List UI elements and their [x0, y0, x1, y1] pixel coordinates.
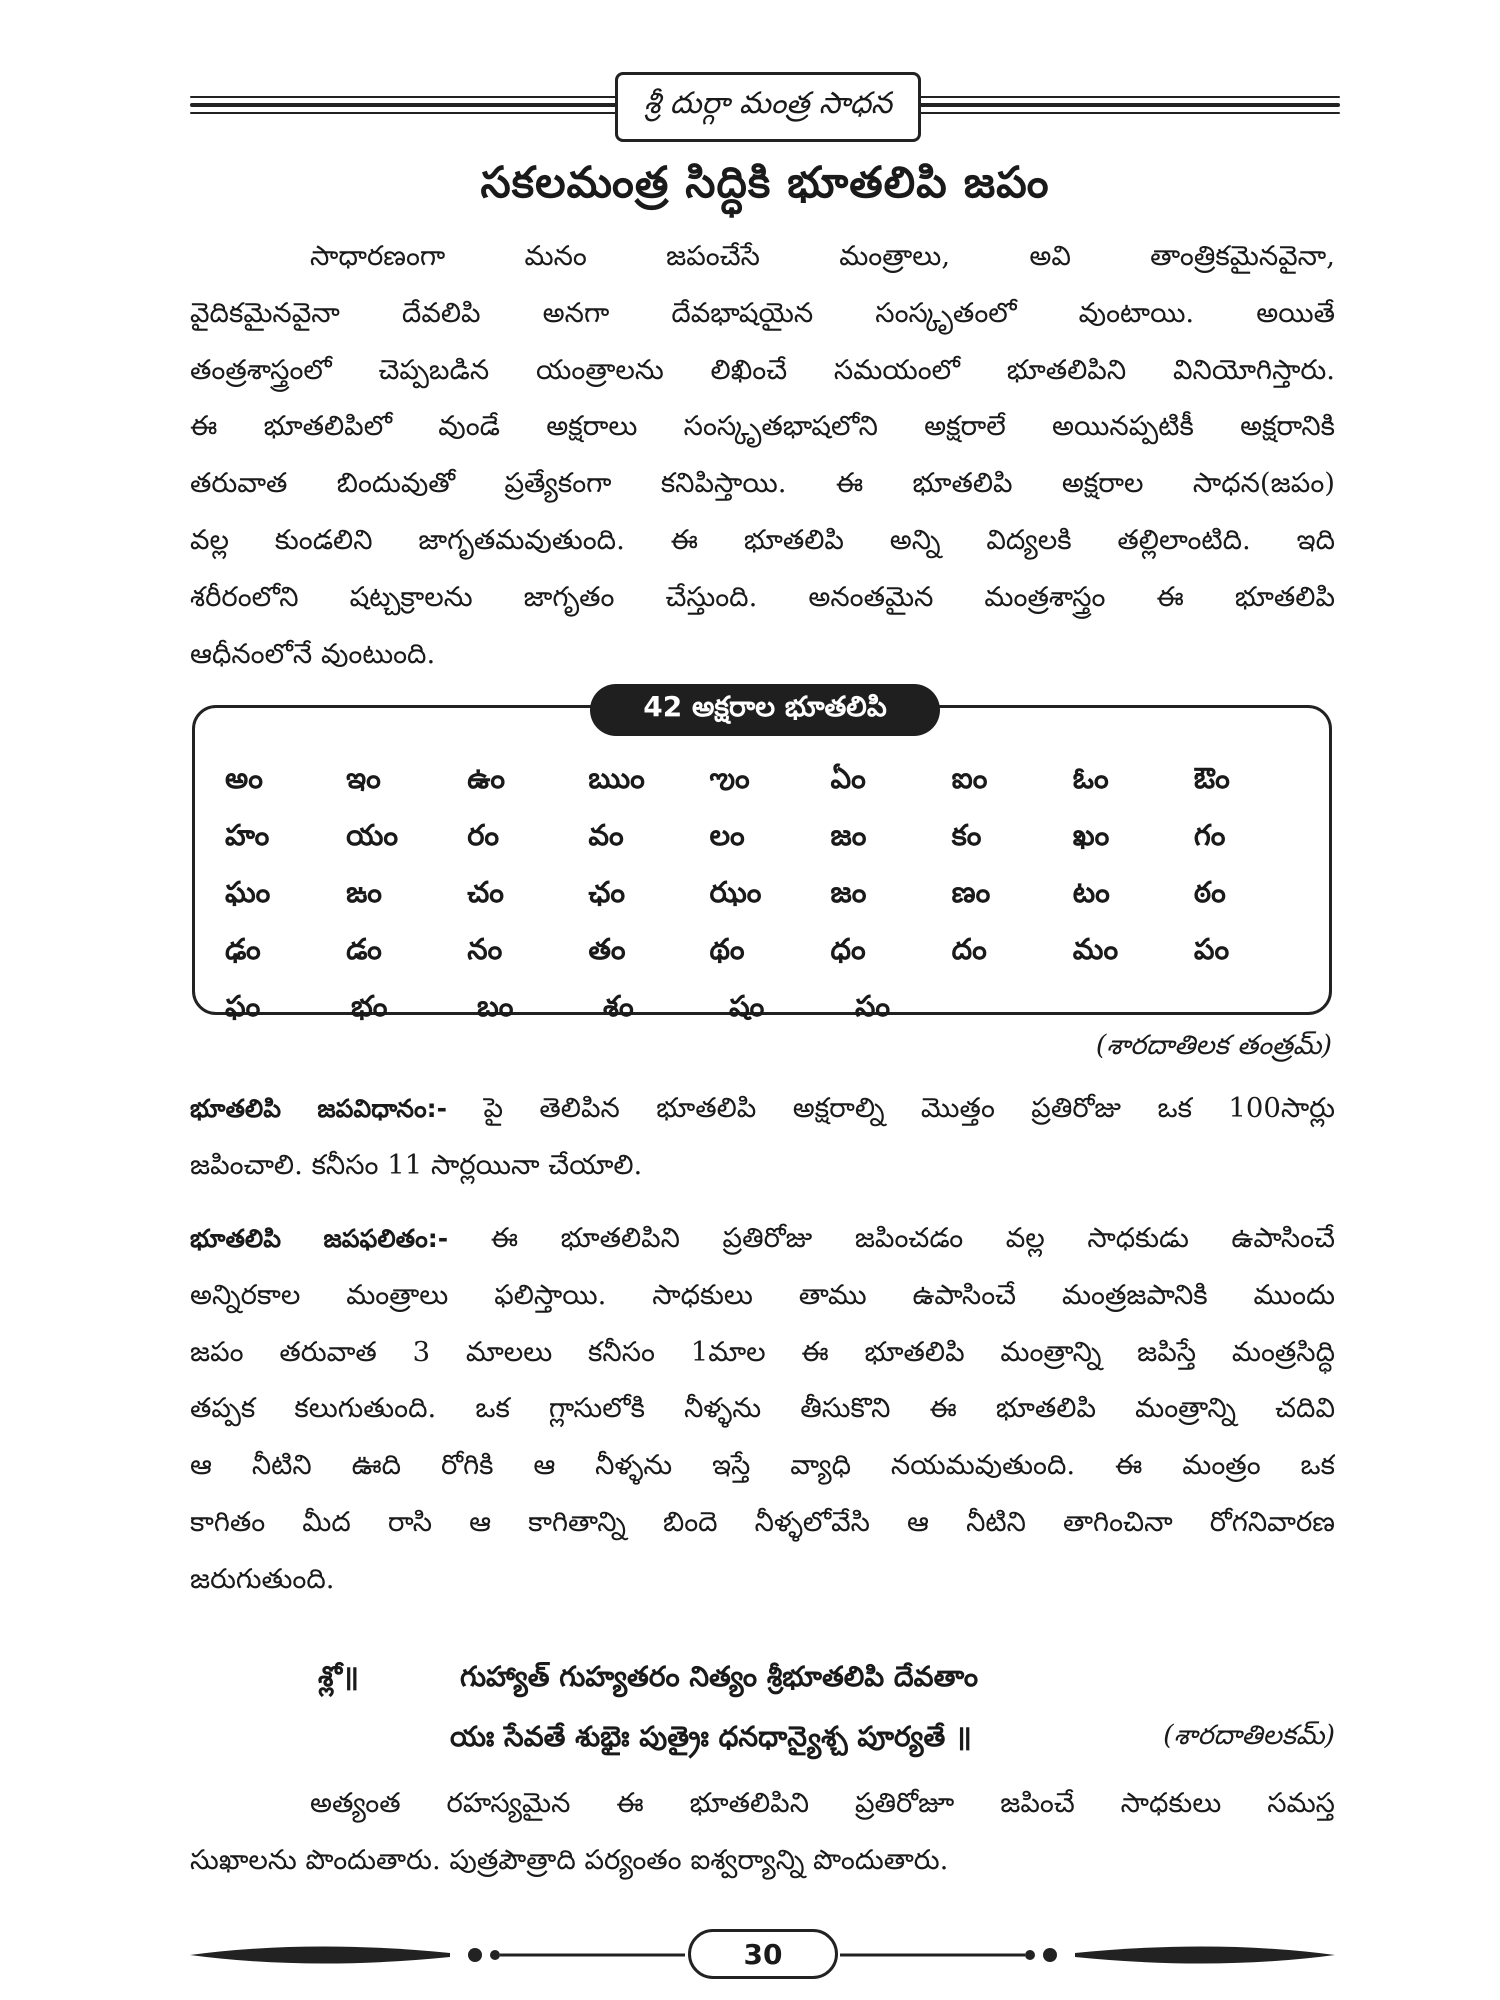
header-rule-left — [190, 96, 620, 122]
letter-cell: ఫం — [225, 989, 261, 1023]
japa-phalitam-paragraph — [190, 1210, 1335, 1608]
letter-cell: ఛం — [588, 875, 626, 909]
letter-cell: కం — [951, 818, 982, 852]
letter-cell: భం — [351, 989, 388, 1023]
japa-vidhanam-heading: భూతలిపి జపవిధానం:- — [190, 1094, 448, 1123]
letter-cell: డం — [346, 932, 382, 966]
sloka-line-2: యః సేవతే శుభైః పుత్రైః ధనధాన్యైశ్చ పూర్యతే ॥ — [450, 1720, 972, 1753]
japa-phalitam-line: అన్నిరకాల మంత్రాలు ఫలిస్తాయి. సాధకులు తాము ఉపాసించే మంత్రజపానికి ముందు — [190, 1278, 1335, 1311]
letter-cell: ఋం — [588, 761, 645, 795]
book-title: శ్రీ దుర్గా మంత్ర సాధన — [615, 72, 921, 142]
letter-cell: అం — [225, 761, 263, 795]
letter-cell: సం — [855, 989, 891, 1023]
japa-phalitam-heading: భూతలిపి జపఫలితం:- — [190, 1224, 449, 1253]
letter-cell: ఓం — [1072, 761, 1109, 795]
japa-phalitam-line: జరుగుతుంది. — [190, 1562, 335, 1595]
letter-cell: జం — [830, 875, 867, 909]
japa-phalitam-text: ఈ భూతలిపిని ప్రతిరోజు జపించడం వల్ల సాధకుడు ఉపాసించే — [448, 1222, 1335, 1254]
letter-cell: ఘం — [225, 875, 271, 909]
table-title: 42 అక్షరాల భూతలిపి — [590, 684, 940, 736]
letter-cell: దం — [951, 932, 987, 966]
closing-paragraph — [190, 1775, 1335, 1889]
sloka-source: (శారదాతిలకమ్) — [1163, 1720, 1335, 1751]
japa-vidhanam-text: పై తెలిపిన భూతలిపి అక్షరాల్ని మొత్తం ప్రతిరోజు ఒక 100సార్లు — [447, 1092, 1335, 1124]
japa-vidhanam-line: జపించాలి. కనీసం 11 సార్లయినా చేయాలి. — [190, 1148, 643, 1181]
letter-cell: ఐం — [951, 761, 988, 795]
page-title: సకలమంత్ర సిద్ధికి భూతలిపి జపం — [480, 158, 1050, 208]
intro-paragraph — [190, 228, 1335, 682]
letter-cell: ఏం — [830, 761, 866, 795]
page-footer — [190, 1925, 1335, 1985]
letter-cell: ఙం — [346, 875, 383, 909]
page-number: 30 — [688, 1929, 838, 1979]
letter-cell: తం — [588, 932, 626, 966]
table-row — [225, 921, 1315, 978]
letter-cell: బం — [477, 989, 514, 1023]
intro-line: వైదికమైనవైనా దేవలిపి అనగా దేవభాషయైన సంస్కృతంలో వుంటాయి. అయితే — [190, 296, 1335, 329]
letter-cell: ధం — [830, 932, 866, 966]
letter-cell: యం — [346, 818, 399, 852]
intro-line: సాధారణంగా మనం జపంచేసే మంత్రాలు, అవి తాంత్రికమైనవైనా, — [310, 240, 1335, 272]
japa-vidhanam-paragraph — [190, 1080, 1335, 1194]
letter-cell: నం — [467, 932, 503, 966]
intro-line: శరీరంలోని షట్చక్రాలను జాగృతం చేస్తుంది. అనంతమైన మంత్రశాస్త్రం ఈ భూతలిపి — [190, 580, 1335, 613]
letter-cell: ఝం — [709, 875, 762, 909]
letter-cell: వం — [588, 818, 624, 852]
sloka-marker: శ్లో॥ — [318, 1660, 359, 1693]
letter-cell: హం — [225, 818, 270, 852]
letter-cell: టం — [1072, 875, 1110, 909]
letter-cell: గం — [1193, 818, 1226, 852]
letter-cell: ణం — [951, 875, 991, 909]
letter-cell: శం — [603, 989, 634, 1023]
letter-cell: షం — [729, 989, 765, 1023]
letter-cell: రం — [467, 818, 500, 852]
japa-phalitam-line: కాగితం మీద రాసి ఆ కాగితాన్ని బిందె నీళ్ళలోవేసి ఆ నీటిని తాగించినా రోగనివారణ — [190, 1505, 1335, 1538]
letter-cell: ఔం — [1193, 761, 1230, 795]
sloka-line-1: గుహ్యాత్ గుహ్యతరం నిత్యం శ్రీభూతలిపి దేవతాం — [460, 1660, 979, 1693]
intro-line: ఈ భూతలిపిలో వుండే అక్షరాలు సంస్కృతభాషలోని అక్షరాలే అయినప్పటికీ అక్షరానికి — [190, 410, 1335, 443]
table-row — [225, 807, 1315, 864]
letter-cell: థం — [709, 932, 745, 966]
letter-cell: ఢం — [225, 932, 261, 966]
table-source: (శారదాతిలక తంత్రమ్) — [1095, 1030, 1332, 1061]
letter-cell: లం — [709, 818, 745, 852]
running-header — [190, 72, 1340, 142]
letter-cell: చం — [467, 875, 504, 909]
table-row — [225, 978, 1315, 1035]
letter-cell: మం — [1072, 932, 1119, 966]
intro-line: వల్ల కుండలిని జాగృతమవుతుంది. ఈ భూతలిపి అన్ని విద్యలకి తల్లిలాంటిది. ఇది — [190, 523, 1335, 556]
closing-line: సుఖాలను పొందుతారు. పుత్రపౌత్రాది పర్యంతం ఐశ్వర్యాన్ని పొందుతారు. — [190, 1843, 949, 1876]
letter-cell: పం — [1193, 932, 1230, 966]
intro-line: తరువాత బిందువుతో ప్రత్యేకంగా కనిపిస్తాయి. ఈ భూతలిపి అక్షరాల సాధన(జపం) — [190, 467, 1335, 500]
intro-line: తంత్రశాస్త్రంలో చెప్పబడిన యంత్రాలను లిఖించే సమయంలో భూతలిపిని వినియోగిస్తారు. — [190, 353, 1335, 386]
japa-phalitam-line: జపం తరువాత 3 మాలలు కనీసం 1మాల ఈ భూతలిపి మంత్రాన్ని జపిస్తే మంత్రసిద్ధి — [190, 1335, 1335, 1368]
japa-phalitam-line: ఆ నీటిని ఊది రోగికి ఆ నీళ్ళను ఇస్తే వ్యాధి నయమవుతుంది. ఈ మంత్రం ఒక — [190, 1449, 1335, 1482]
japa-vidhanam-line — [190, 1080, 1335, 1137]
letter-grid — [225, 750, 1315, 1035]
intro-line: ఆధీనంలోనే వుంటుంది. — [190, 637, 436, 670]
bhutalipi-table — [192, 690, 1332, 1023]
letter-cell: ఉం — [467, 761, 506, 795]
table-row — [225, 864, 1315, 921]
sloka-block — [190, 1650, 1335, 1770]
letter-cell: ఠం — [1193, 875, 1226, 909]
japa-phalitam-line — [190, 1210, 1335, 1267]
header-rule-right — [910, 96, 1340, 122]
letter-cell: జం — [830, 818, 867, 852]
japa-phalitam-line: తప్పక కలుగుతుంది. ఒక గ్లాసులోకి నీళ్ళను తీసుకొని ఈ భూతలిపి మంత్రాన్ని చదివి — [190, 1392, 1335, 1425]
closing-line: అత్యంత రహస్యమైన ఈ భూతలిపిని ప్రతిరోజూ జపించే సాధకులు సమస్త — [310, 1787, 1335, 1819]
table-row — [225, 750, 1315, 807]
letter-cell: ఇం — [346, 761, 381, 795]
letter-cell: ఖం — [1072, 818, 1110, 852]
letter-cell: ఌం — [709, 761, 750, 795]
